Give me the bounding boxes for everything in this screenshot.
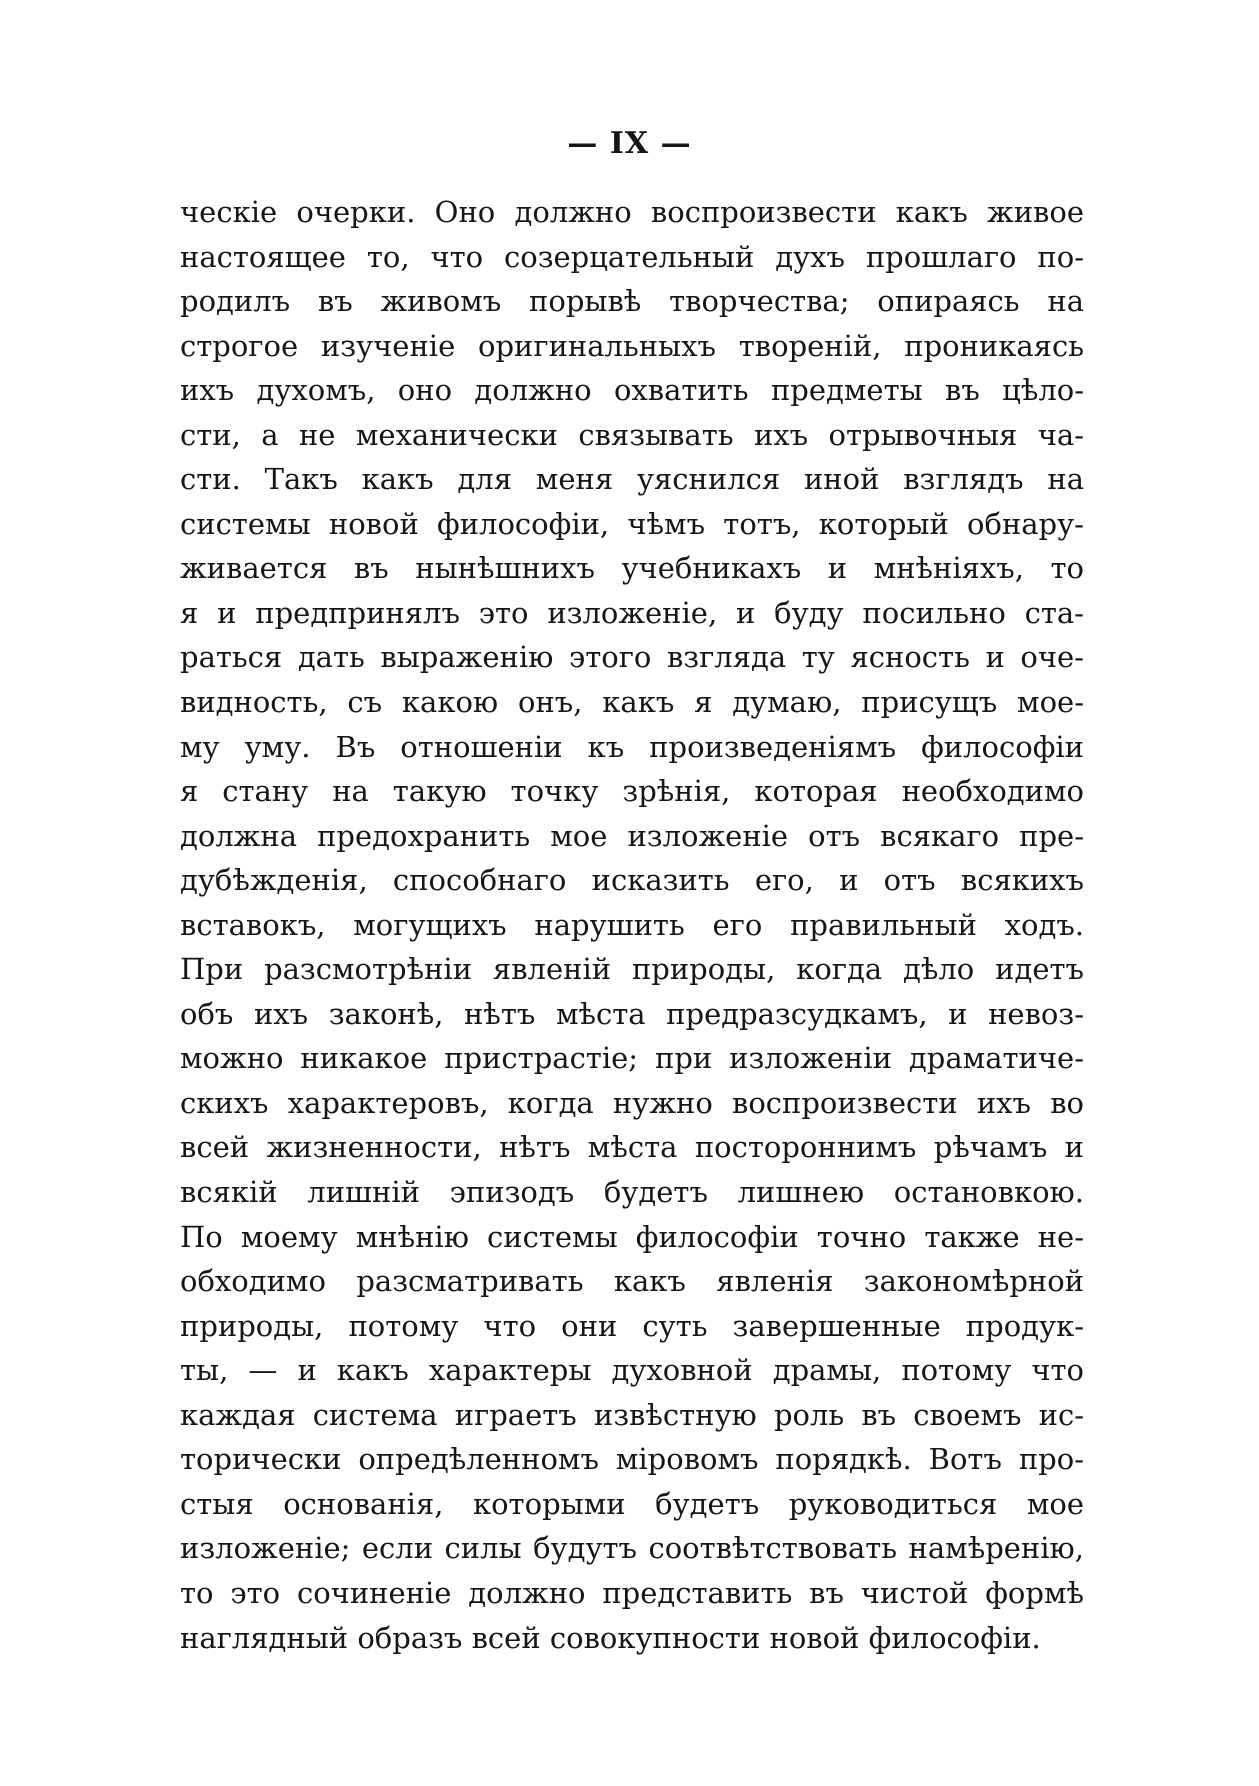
text-line: живается въ нынѣшнихъ учебникахъ и мнѣніяхъ, то bbox=[180, 551, 1084, 586]
text-line: наглядный образъ всей совокупности новой философіи. bbox=[180, 1620, 1041, 1655]
text-line: то это сочиненіе должно представить въ чистой формѣ bbox=[180, 1575, 1084, 1610]
text-line: При разсмотрѣніи явленій природы, когда дѣло идетъ bbox=[180, 952, 1084, 987]
page-number: — IX — bbox=[567, 126, 692, 161]
text-line: должна предохранить мое изложеніе отъ всякаго пре- bbox=[180, 818, 1084, 853]
text-line: торически опредѣленномъ міровомъ порядкѣ. Вотъ про- bbox=[180, 1442, 1084, 1477]
text-line: настоящее то, что созерцательный духъ прошлаго по- bbox=[180, 239, 1084, 274]
text-line: строгое изученіе оригинальныхъ твореній, проникаясь bbox=[180, 328, 1084, 363]
body-text bbox=[180, 190, 1084, 1660]
text-line: му уму. Въ отношеніи къ произведеніямъ философіи bbox=[180, 729, 1084, 764]
text-line: я стану на такую точку зрѣнія, которая необходимо bbox=[180, 774, 1084, 809]
text-line: всякій лишній эпизодъ будетъ лишнею остановкою. bbox=[180, 1175, 1084, 1210]
text-line: стыя основанія, которыми будетъ руководиться мое bbox=[180, 1486, 1084, 1521]
text-line: раться дать выраженію этого взгляда ту ясность и оче- bbox=[180, 640, 1084, 675]
text-line: обходимо разсматривать какъ явленія закономѣрной bbox=[180, 1264, 1084, 1299]
text-line: можно никакое пристрастіе; при изложеніи драматиче- bbox=[180, 1041, 1084, 1076]
text-line: ихъ духомъ, оно должно охватить предметы въ цѣло- bbox=[180, 373, 1084, 408]
text-line: сти. Такъ какъ для меня уяснился иной взглядъ на bbox=[180, 462, 1084, 497]
text-line: дубѣжденія, способнаго исказить его, и отъ всякихъ bbox=[180, 863, 1084, 898]
text-line: вставокъ, могущихъ нарушить его правильный ходъ. bbox=[180, 907, 1084, 942]
text-line: видность, съ какою онъ, какъ я думаю, присущъ мое- bbox=[180, 685, 1084, 720]
text-line: сти, а не механически связывать ихъ отрывочныя ча- bbox=[180, 417, 1084, 452]
text-line: природы, потому что они суть завершенные продук- bbox=[180, 1308, 1084, 1343]
text-line: системы новой философіи, чѣмъ тотъ, который обнару- bbox=[180, 506, 1084, 541]
text-line: скихъ характеровъ, когда нужно воспроизвести ихъ во bbox=[180, 1085, 1084, 1120]
text-line: каждая система играетъ извѣстную роль въ своемъ ис- bbox=[180, 1397, 1084, 1432]
text-line: я и предпринялъ это изложеніе, и буду посильно ста- bbox=[180, 595, 1084, 630]
text-line: изложеніе; если силы будутъ соотвѣтствовать намѣренію, bbox=[180, 1531, 1084, 1566]
text-line: всей жизненности, нѣтъ мѣста постороннимъ рѣчамъ и bbox=[180, 1130, 1084, 1165]
text-line: ческіе очерки. Оно должно воспроизвести какъ живое bbox=[180, 195, 1084, 229]
text-line: ты, — и какъ характеры духовной драмы, потому что bbox=[180, 1353, 1084, 1388]
text-line: объ ихъ законѣ, нѣтъ мѣста предразсудкамъ, и невоз- bbox=[180, 996, 1084, 1031]
text-line: По моему мнѣнію системы философіи точно также не- bbox=[180, 1219, 1084, 1254]
text-line: родилъ въ живомъ порывѣ творчества; опираясь на bbox=[180, 284, 1084, 319]
